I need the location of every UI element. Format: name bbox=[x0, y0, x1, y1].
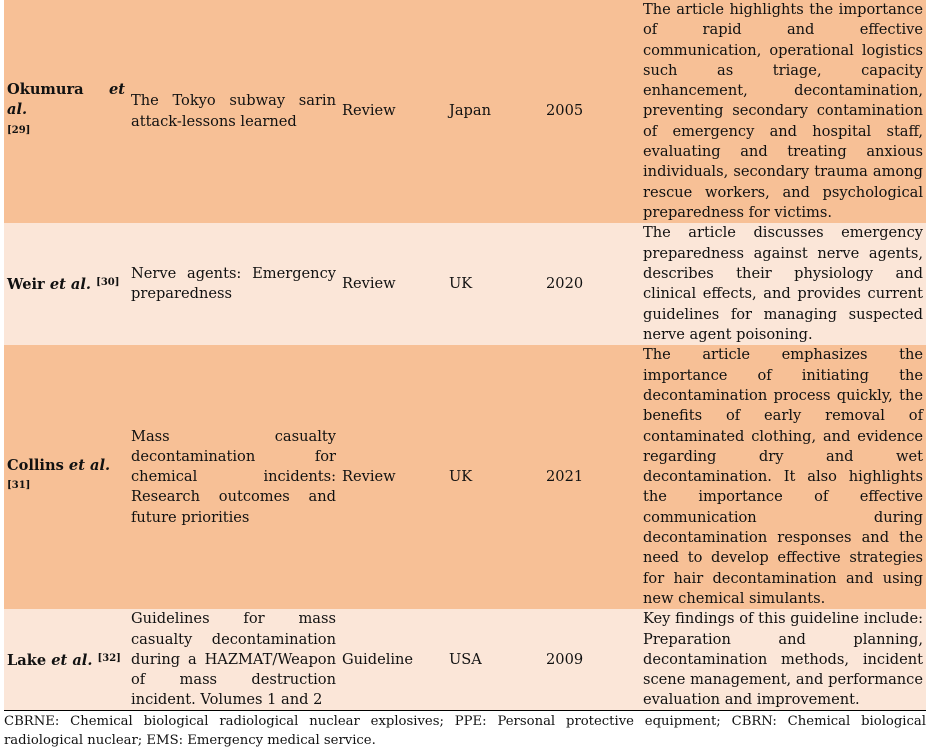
summary-cell: The article highlights the importance of rapid and effective communication, operational logistics such as triage, capacity enhancement, decontamination, preventing secondary contamination of emergency and hospital staff, evaluating and treating anxious individuals, secondary trauma among rescue workers, and psychological preparedness for victims. bbox=[640, 0, 926, 223]
year-cell: 2005 bbox=[543, 0, 640, 223]
title-cell: The Tokyo subway sarin attack-lessons learned bbox=[128, 0, 339, 223]
summary-cell: The article discusses emergency preparedness against nerve agents, describes their physiology and clinical effects, and provides current guidelines for managing suspected nerve agent poisoning. bbox=[640, 223, 926, 345]
year-cell: 2009 bbox=[543, 609, 640, 710]
type-cell: Review bbox=[339, 223, 446, 345]
summary-cell: The article emphasizes the importance of initiating the decontamination process quickly, the benefits of early removal of contaminated clothing, and evidence regarding dry and wet decontamination. It also highlights the importance of effective communication during decontamination responses and the need to develop effective strategies for hair decontamination and using new chemical simulants. bbox=[640, 345, 926, 609]
author-cell: Weir et al. [30] bbox=[4, 223, 128, 345]
title-cell: Nerve agents: Emergency preparedness bbox=[128, 223, 339, 345]
summary-cell: Key findings of this guideline include: Preparation and planning, decontamination methods, incident scene management, and performance evaluation and improvement. bbox=[640, 609, 926, 710]
title-cell: Mass casualty decontamination for chemical incidents: Research outcomes and future priorities bbox=[128, 345, 339, 609]
country-cell: UK bbox=[446, 223, 543, 345]
type-cell: Review bbox=[339, 345, 446, 609]
author-cell: Okumura et al. [29] bbox=[4, 0, 128, 223]
table-row bbox=[4, 345, 926, 609]
table-row bbox=[4, 0, 926, 223]
author-cell: Lake et al. [32] bbox=[4, 609, 128, 710]
country-cell: Japan bbox=[446, 0, 543, 223]
year-cell: 2021 bbox=[543, 345, 640, 609]
country-cell: UK bbox=[446, 345, 543, 609]
author-cell: Collins et al. [31] bbox=[4, 345, 128, 609]
table-row bbox=[4, 609, 926, 710]
type-cell: Guideline bbox=[339, 609, 446, 710]
studies-table bbox=[4, 0, 926, 711]
year-cell: 2020 bbox=[543, 223, 640, 345]
table-row bbox=[4, 223, 926, 345]
table-footnote: CBRNE: Chemical biological radiological nuclear explosives; PPE: Personal protective equipment; CBRN: Chemical biological radiological nuclear; EMS: Emergency medical service. bbox=[4, 710, 926, 750]
title-cell: Guidelines for mass casualty decontamination during a HAZMAT/Weapon of mass destruction incident. Volumes 1 and 2 bbox=[128, 609, 339, 710]
country-cell: USA bbox=[446, 609, 543, 710]
type-cell: Review bbox=[339, 0, 446, 223]
